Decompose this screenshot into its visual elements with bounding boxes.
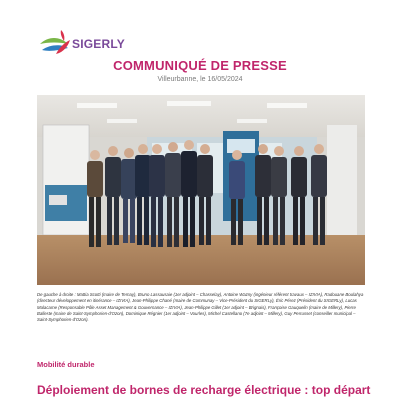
section-label: Mobilité durable — [37, 360, 95, 369]
photo-caption: De gauche à droite : Mattia Scotti (maire de Ternay), Bruno Lassausaie (1er adjoint – Chasselay), Antoine Wazny (ingénieur référent travaux – IZIVIA), Radouane Boulahya (directeur développement en itinérance – IZIVIA), Jean-Philippe Chané (maire de Communay – Vice-Président du SIGERLy), Éric Pérez (Président du SIGERLy), Lucas Malacarne (Responsable Pôle Asset Management & Gouvernance – IZIVIA), Jean-Philippe Gillet (1er adjoint – Brignais), Françoise Gauquelin (maire de Millery), Pierre Balleste (maire de Saint-Symphorien-d'Ozon), Dominique Régnier (1er adjoint – Vourles), Michel Castellano (7e adjoint – Millery), Guy Perrusset (conseiller municipal – Saint-Symphorien-d'Ozon). — [37, 292, 364, 323]
press-release-title: COMMUNIQUÉ DE PRESSE — [113, 58, 287, 73]
group-photo — [37, 95, 365, 285]
dateline: Villeurbanne, le 16/05/2024 — [157, 76, 243, 83]
brand-name: SIGERLY — [72, 37, 125, 51]
group-photo-illustration — [37, 95, 365, 285]
article-headline: Déploiement de bornes de recharge électrique : top départ — [37, 383, 371, 397]
